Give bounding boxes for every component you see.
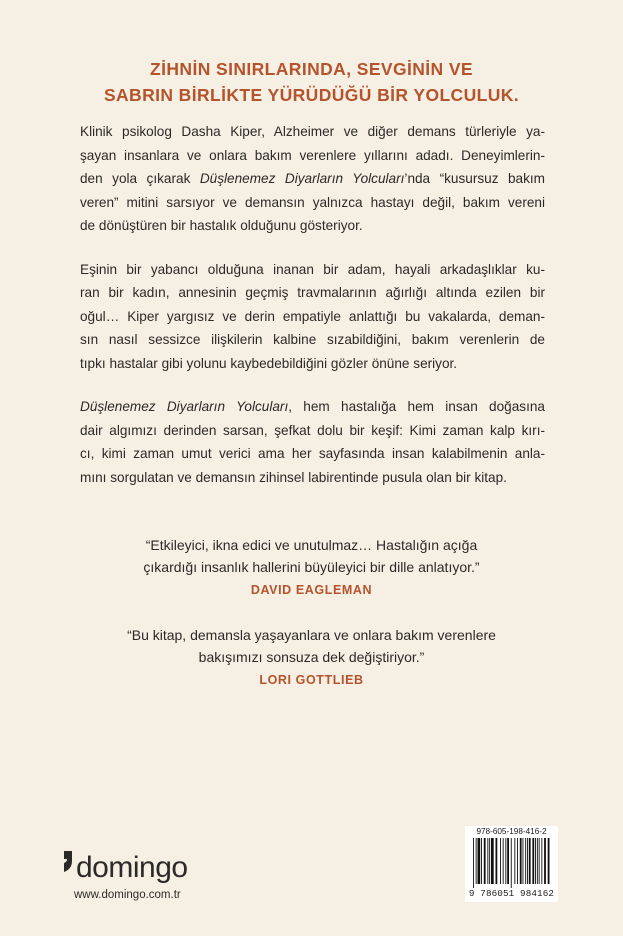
barcode-bar [487, 838, 488, 884]
barcode-bar [529, 838, 531, 884]
barcode-bar [527, 838, 528, 884]
text-run: , hem hastalığa hem insan doğasına [288, 399, 545, 414]
barcode-bar [514, 838, 515, 884]
quote-line: çıkardığı insanlık hallerini büyüleyici bir dille anlatıyor.” [143, 559, 480, 575]
barcode-bar [523, 838, 524, 884]
book-title-italic: Düşlenemez Diyarların Yolcuları [199, 171, 405, 186]
barcode-bar [517, 838, 518, 884]
quote-line: “Etkileyici, ikna edici ve unutulmaz… Hastalığın açığa [145, 537, 478, 553]
publisher-url: www.domingo.com.tr [74, 889, 181, 901]
book-title-italic: Düşlenemez Diyarların Yolcuları [80, 399, 289, 414]
paragraph-line: Klinik psikolog Dasha Kiper, Alzheimer ve diğer demans türleriyle ya- [80, 124, 545, 139]
publisher-logo [62, 850, 188, 886]
endorsement-quote [0, 624, 623, 691]
domingo-logo-mark-icon [62, 851, 74, 873]
barcode-bar [525, 838, 526, 884]
paragraph-line: tıpkı hastalar gibi yolunu kaybedebildiğini gözler önüne seriyor. [80, 355, 458, 371]
barcode-bar [484, 838, 486, 884]
publisher-name: domingo [76, 851, 188, 884]
barcode-bar [511, 838, 512, 888]
barcode-bar [507, 838, 509, 884]
barcode-bar [541, 838, 542, 884]
isbn-barcode [465, 826, 558, 902]
headline-line-2: SABRIN BİRLİKTE YÜRÜDÜĞÜ BİR YOLCULUK. [103, 85, 520, 105]
barcode-bar [481, 838, 482, 884]
quote-line: “Bu kitap, demansla yaşayanlara ve onlara bakım verenlere [127, 627, 496, 643]
paragraph-line: ran bir kadın, annesinin geçmiş travmalarının ağırlığı altında ezilen bir [80, 285, 545, 300]
quote-line: bakışımızı sonsuza dek değiştiriyor.” [198, 649, 425, 665]
paragraph-line: veren” mitini sarsıyor ve demansın yalnızca hastayı değil, bakım vereni [80, 194, 545, 210]
barcode-bar [500, 838, 501, 884]
barcode-bar [505, 838, 506, 884]
paragraph-line [80, 395, 545, 419]
quote-author: LORI GOTTLIEB [259, 673, 364, 687]
paragraph-line: Eşinin bir yabancı olduğuna inanan bir adam, hayali arkadaşlıklar ku- [80, 261, 545, 277]
paragraph-line: şayan insanlara ve onlara bakım verenlere yıllarını adadı. Deneyimlerin- [80, 147, 545, 163]
barcode-bar [476, 838, 477, 884]
barcode-bar [548, 838, 550, 884]
barcode-bar [539, 838, 540, 884]
paragraph-1 [80, 120, 545, 238]
isbn-number: 978-605-198-416-2 [476, 827, 547, 836]
barcode-bar [503, 838, 504, 884]
barcode-bar [532, 838, 534, 884]
headline [0, 56, 623, 108]
barcode-bar [520, 838, 522, 884]
paragraph-line: cı, kimi zaman umut verici ama her sayfasında insan kalabilmenin anla- [80, 446, 545, 461]
paragraph-3 [80, 395, 545, 489]
barcode-bars [473, 838, 551, 888]
barcode-digits: 9 786051 984162 [468, 888, 555, 899]
text-run: den yola çıkarak [80, 171, 200, 186]
barcode-bar [496, 838, 498, 884]
barcode-bar [537, 838, 538, 884]
barcode-bar [489, 838, 490, 884]
paragraph-2 [80, 258, 545, 376]
paragraph-line: de dönüştüren bir hastalık olduğunu gösteriyor. [80, 218, 363, 233]
paragraph-line: sın nasıl sessizce ilişkilerin kalbine sızabildiğini, bakım verenlerin de [80, 332, 545, 347]
text-run: ’nda “kusursuz bakım [404, 171, 546, 186]
barcode-bar [544, 838, 546, 884]
headline-line-1: ZİHNİN SINIRLARINDA, SEVGİNİN VE [150, 59, 473, 79]
barcode-bar [478, 838, 481, 884]
paragraph-line [80, 167, 545, 191]
paragraph-line: mını sorgulatan ve demansın zihinsel labirentinde pusula olan bir kitap. [80, 469, 507, 485]
paragraph-line: dair algımızı derinden sarsan, şefkat dolu bir keşif: Kimi zaman kalp kırı- [80, 422, 545, 438]
barcode-bar [491, 838, 494, 884]
endorsement-quote [0, 534, 623, 601]
quote-author: DAVID EAGLEMAN [250, 583, 373, 597]
blurb [80, 120, 545, 509]
barcode-bar [535, 838, 536, 884]
paragraph-line: oğul… Kiper yargısız ve derin empatiyle anlattığı bu vakalarda, deman- [80, 308, 545, 324]
barcode-bar [473, 838, 474, 888]
